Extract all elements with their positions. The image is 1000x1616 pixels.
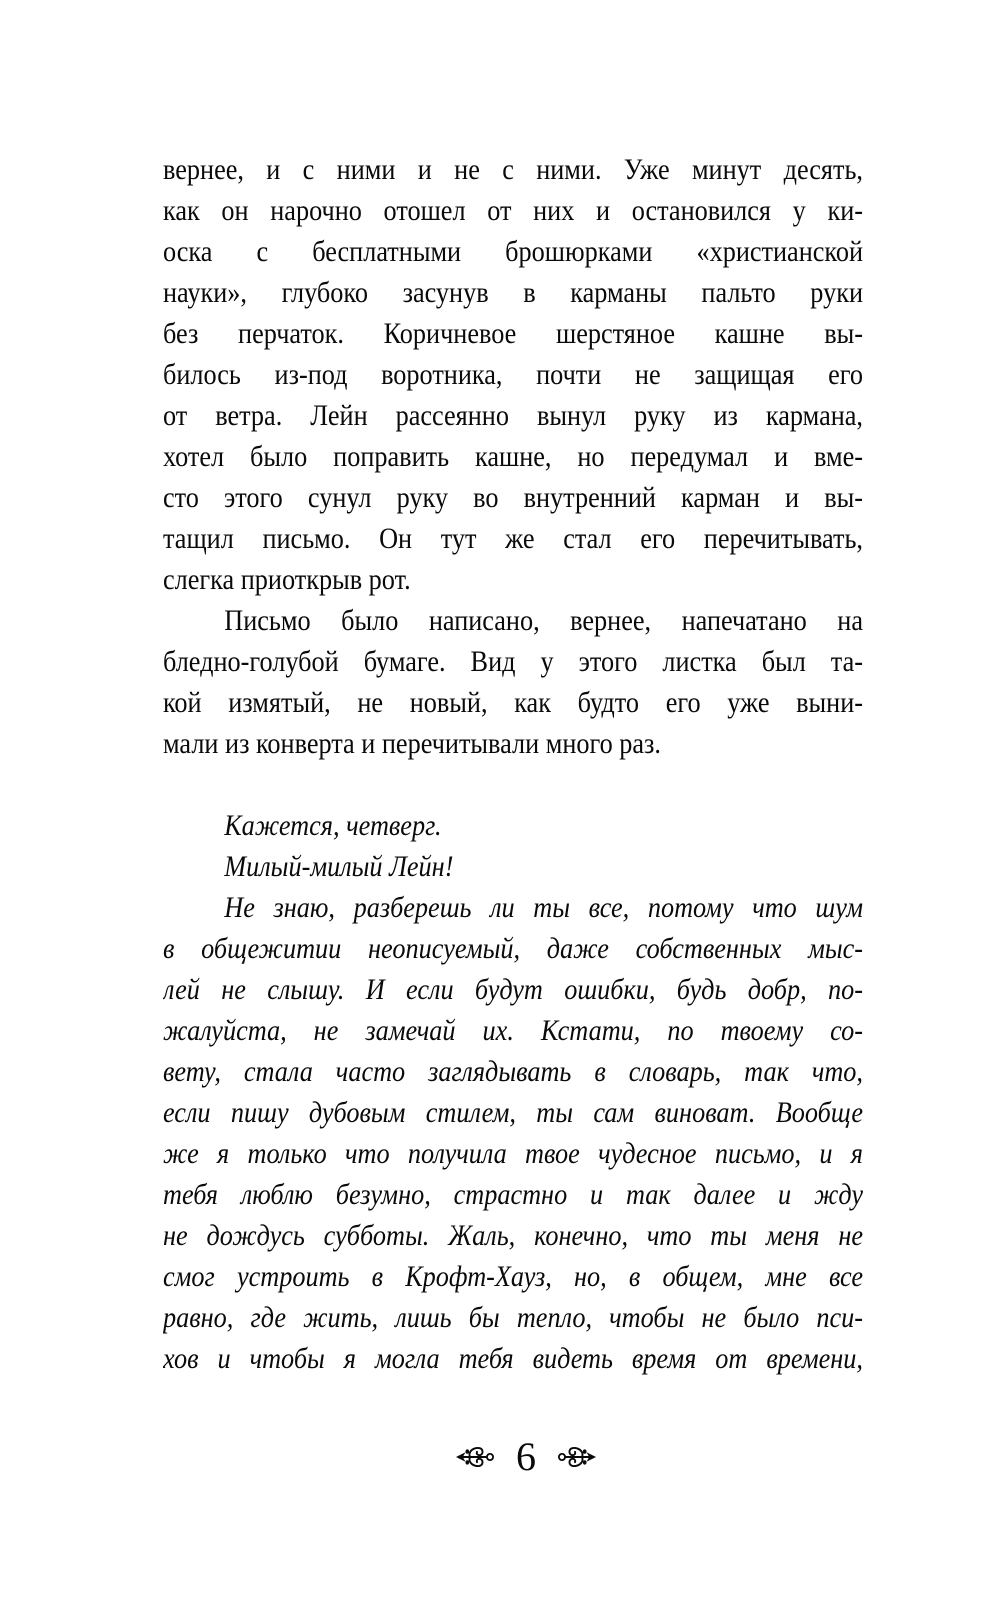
text-line: тащил письмо. Он тут же стал его перечитывать,: [163, 522, 863, 555]
text-line: хотел было поправить кашне, но передумал и вме-: [163, 440, 863, 473]
text-line: в общежитии неописуемый, даже собственных мыс-: [163, 932, 863, 965]
text-line: бледно-голубой бумаге. Вид у этого листка был та-: [163, 645, 863, 678]
text-line: от ветра. Лейн рассеянно вынул руку из кармана,: [163, 399, 863, 432]
text-line: равно, где жить, лишь бы тепло, чтобы не было пси-: [163, 1301, 863, 1334]
text-line: Милый-милый Лейн!: [224, 850, 454, 883]
text-line: Письмо было написано, вернее, напечатано на: [224, 604, 863, 637]
text-line: жалуйста, не замечай их. Кстати, по твоему со-: [163, 1014, 863, 1047]
text-line: Не знаю, разберешь ли ты все, потому что шум: [224, 891, 863, 924]
text-line: билось из-под воротника, почти не защищая его: [163, 358, 863, 391]
text-line: оска с бесплатными брошюрками «христианской: [163, 235, 863, 268]
text-line: вернее, и с ними и не с ними. Уже минут десять,: [163, 153, 863, 186]
text-line: науки», глубоко засунув в карманы пальто руки: [163, 276, 863, 309]
text-line: смог устроить в Крофт-Хауз, но, в общем, мне все: [163, 1260, 863, 1293]
text-line: сто этого сунул руку во внутренний карман и вы-: [163, 481, 863, 514]
text-line: лей не слышу. И если будут ошибки, будь добр, по-: [163, 973, 863, 1006]
fleuron-left-icon: [456, 1443, 494, 1471]
text-line: как он нарочно отошел от них и остановился у ки-: [163, 194, 863, 227]
text-line: если пишу дубовым стилем, ты сам виноват. Вообще: [163, 1096, 863, 1129]
text-line: Кажется, четверг.: [224, 809, 442, 842]
text-line: тебя люблю безумно, страстно и так далее и жду: [163, 1178, 863, 1211]
text-line: слегка приоткрыв рот.: [163, 563, 411, 596]
text-line: без перчаток. Коричневое шерстяное кашне вы-: [163, 317, 863, 350]
text-line: не дождусь субботы. Жаль, конечно, что ты меня не: [163, 1219, 863, 1252]
text-line: кой измятый, не новый, как будто его уже выни-: [163, 686, 863, 719]
text-line: мали из конверта и перечитывали много раз.: [163, 727, 661, 760]
text-line: же я только что получила твое чудесное письмо, и я: [163, 1137, 863, 1170]
text-line: вету, стала часто заглядывать в словарь, так что,: [163, 1055, 863, 1088]
fleuron-right-icon: [558, 1443, 596, 1471]
paragraph-spacer: [163, 764, 863, 805]
text-block: [163, 149, 863, 1379]
text-line: хов и чтобы я могла тебя видеть время от времени,: [163, 1342, 863, 1375]
page-number: 6: [516, 1434, 536, 1479]
page-footer: [176, 1434, 876, 1480]
